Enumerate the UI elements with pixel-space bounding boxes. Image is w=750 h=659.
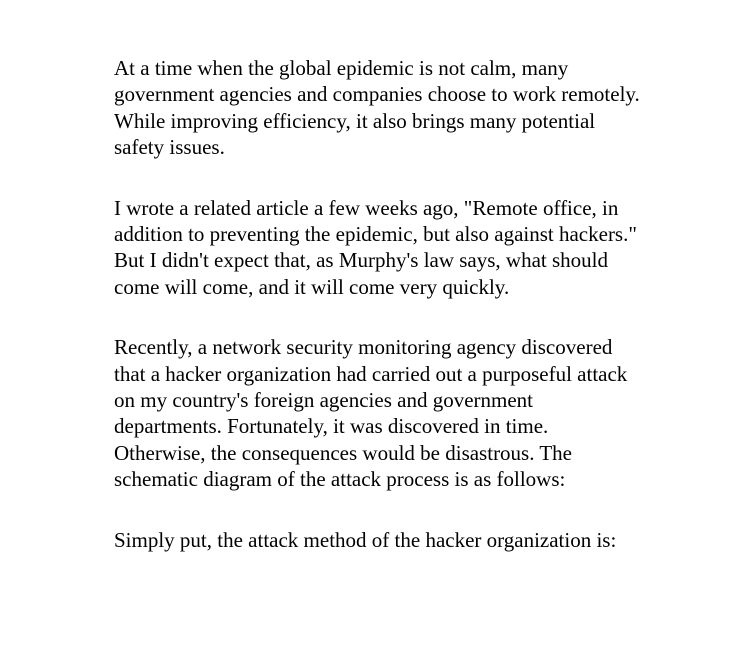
- article-paragraph-2: I wrote a related article a few weeks ago, "Remote office, in addition to preventing the epidemic, but also against hackers." But I didn't expect that, as Murphy's law says, what should come will come, and it will come very quickly.: [114, 195, 637, 299]
- article-paragraph-1: At a time when the global epidemic is not calm, many government agencies and companies choose to work remotely. While improving efficiency, it also brings many potential safety issues.: [114, 56, 640, 160]
- article-paragraph-4: Simply put, the attack method of the hacker organization is:: [114, 527, 617, 552]
- article-paragraph-3: Recently, a network security monitoring agency discovered that a hacker organization had carried out a purposeful attack on my country's foreign agencies and government departments. Fortunately, it was discovered in time. Otherwise, the consequences would be disastrous. The schematic diagram of the attack process is as follows:: [114, 335, 628, 492]
- article-body: [114, 55, 644, 587]
